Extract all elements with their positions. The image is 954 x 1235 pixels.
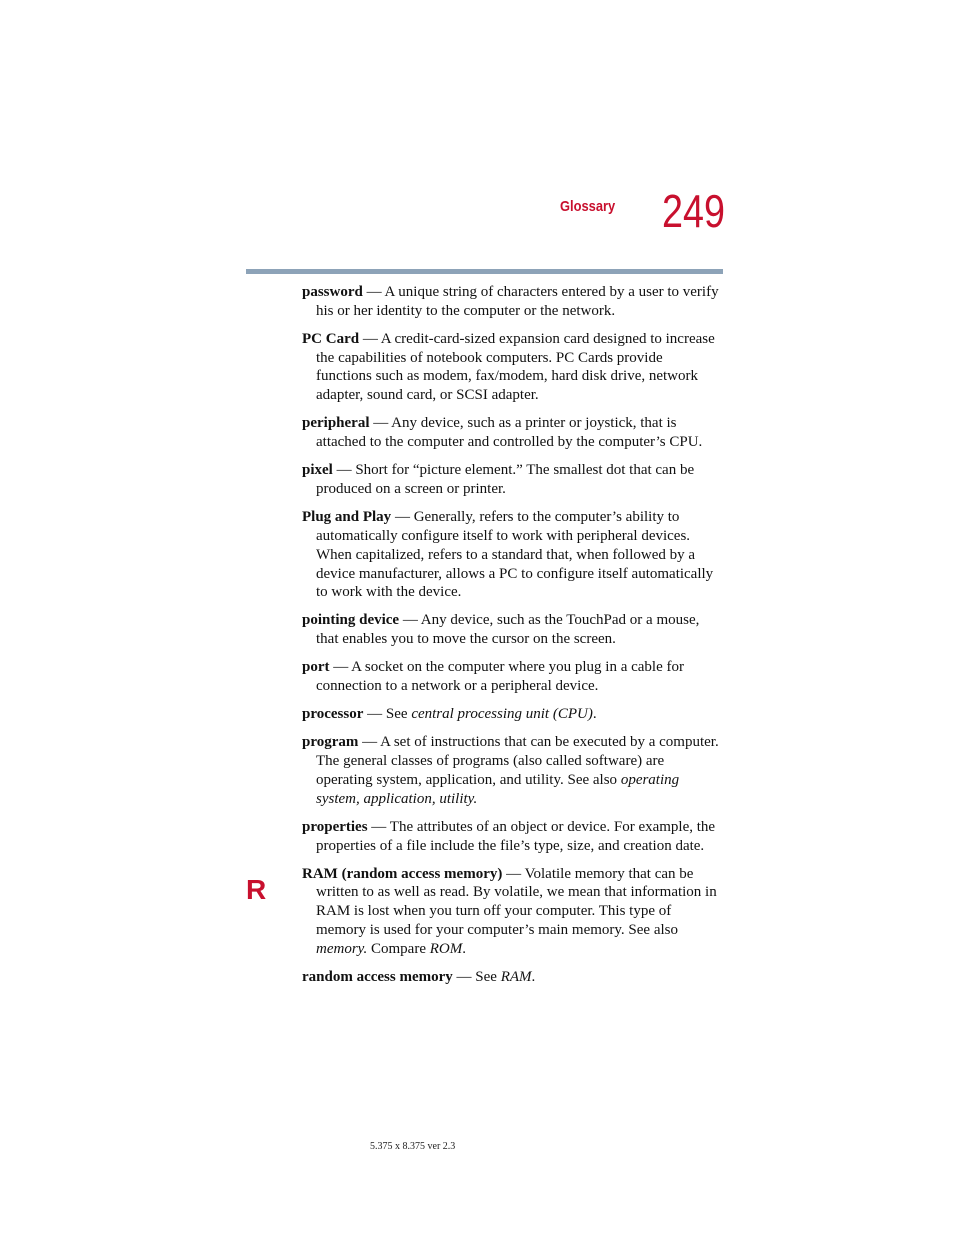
glossary-entry — [302, 865, 722, 959]
definition-text: — Short for “picture element.” The smallest dot that can be produced on a screen or printer. — [316, 462, 695, 498]
definition-text: — See — [363, 706, 412, 723]
cross-reference: memory. — [316, 940, 368, 957]
glossary-entry — [302, 968, 722, 987]
page-footer: 5.375 x 8.375 ver 2.3 — [370, 1141, 456, 1152]
definition-text: — The attributes of an object or device. For example, the properties of a file include the file’s type, size, and creation date. — [316, 818, 716, 854]
header-rule — [246, 269, 723, 274]
definition-text: — Any device, such as the TouchPad or a mouse, that enables you to move the cursor on the screen. — [316, 612, 700, 648]
definition-text: Compare — [367, 940, 430, 957]
cross-reference: operating system, application, utility. — [316, 771, 680, 807]
glossary-entry — [302, 611, 722, 649]
glossary-term: processor — [302, 706, 364, 723]
section-letter-marker: R — [246, 874, 267, 905]
glossary-entry — [302, 818, 722, 856]
glossary-term: peripheral — [302, 415, 370, 432]
definition-text: . — [462, 940, 466, 957]
glossary-entry — [302, 283, 722, 321]
glossary-term: program — [302, 734, 359, 751]
glossary-entry — [302, 705, 722, 724]
glossary-entry — [302, 733, 722, 808]
definition-text: . — [531, 968, 536, 985]
definition-text: — A unique string of characters entered by a user to verify his or her identity to the computer or the network. — [316, 284, 719, 319]
glossary-term: Plug and Play — [302, 509, 392, 526]
glossary-entry — [302, 658, 722, 696]
glossary-term: RAM (random access memory) — [302, 865, 503, 882]
glossary-term: PC Card — [302, 330, 360, 347]
cross-reference: ROM — [429, 940, 463, 957]
glossary-term: password — [302, 284, 363, 300]
glossary-entry — [302, 330, 722, 405]
definition-text: — See — [452, 968, 501, 985]
glossary-term: pixel — [302, 462, 333, 479]
glossary-entry — [302, 461, 722, 499]
definition-text: — A socket on the computer where you plug in a cable for connection to a network or a peripheral device. — [316, 659, 684, 695]
glossary-term: properties — [302, 818, 368, 835]
glossary-term: port — [302, 659, 330, 676]
glossary-entry — [302, 414, 722, 452]
glossary-entries — [302, 283, 722, 996]
page-number: 249 — [662, 185, 725, 237]
definition-text: — A credit-card-sized expansion card designed to increase the capabilities of notebook computers. PC Cards provide functions such as modem, fax/modem, hard disk drive, network adapter, sound card, or SCSI adapter. — [316, 330, 715, 404]
definition-text: — Volatile memory that can be written to as well as read. By volatile, we mean that information in RAM is lost when you turn off your computer. This type of memory is used for your computer’s main memory. See also — [316, 865, 717, 939]
definition-text: — A set of instructions that can be executed by a computer. The general classes of programs (also called software) are operating system, application, and utility. See also — [316, 734, 719, 788]
definition-text: — Generally, refers to the computer’s ability to automatically configure itself to work with peripheral devices. When capitalized, refers to a standard that, when followed by a device manufacturer, allows a PC to configure itself automatically to work with the device. — [316, 509, 714, 601]
definition-text: . — [592, 706, 597, 723]
glossary-term: random access memory — [302, 968, 453, 985]
definition-text: — Any device, such as a printer or joystick, that is attached to the computer and controlled by the computer’s CPU. — [316, 415, 703, 451]
glossary-entry — [302, 508, 722, 602]
glossary-term: pointing device — [302, 612, 400, 629]
cross-reference: central processing unit (CPU) — [411, 706, 593, 723]
section-title: Glossary — [560, 198, 616, 215]
cross-reference: RAM — [500, 968, 532, 985]
